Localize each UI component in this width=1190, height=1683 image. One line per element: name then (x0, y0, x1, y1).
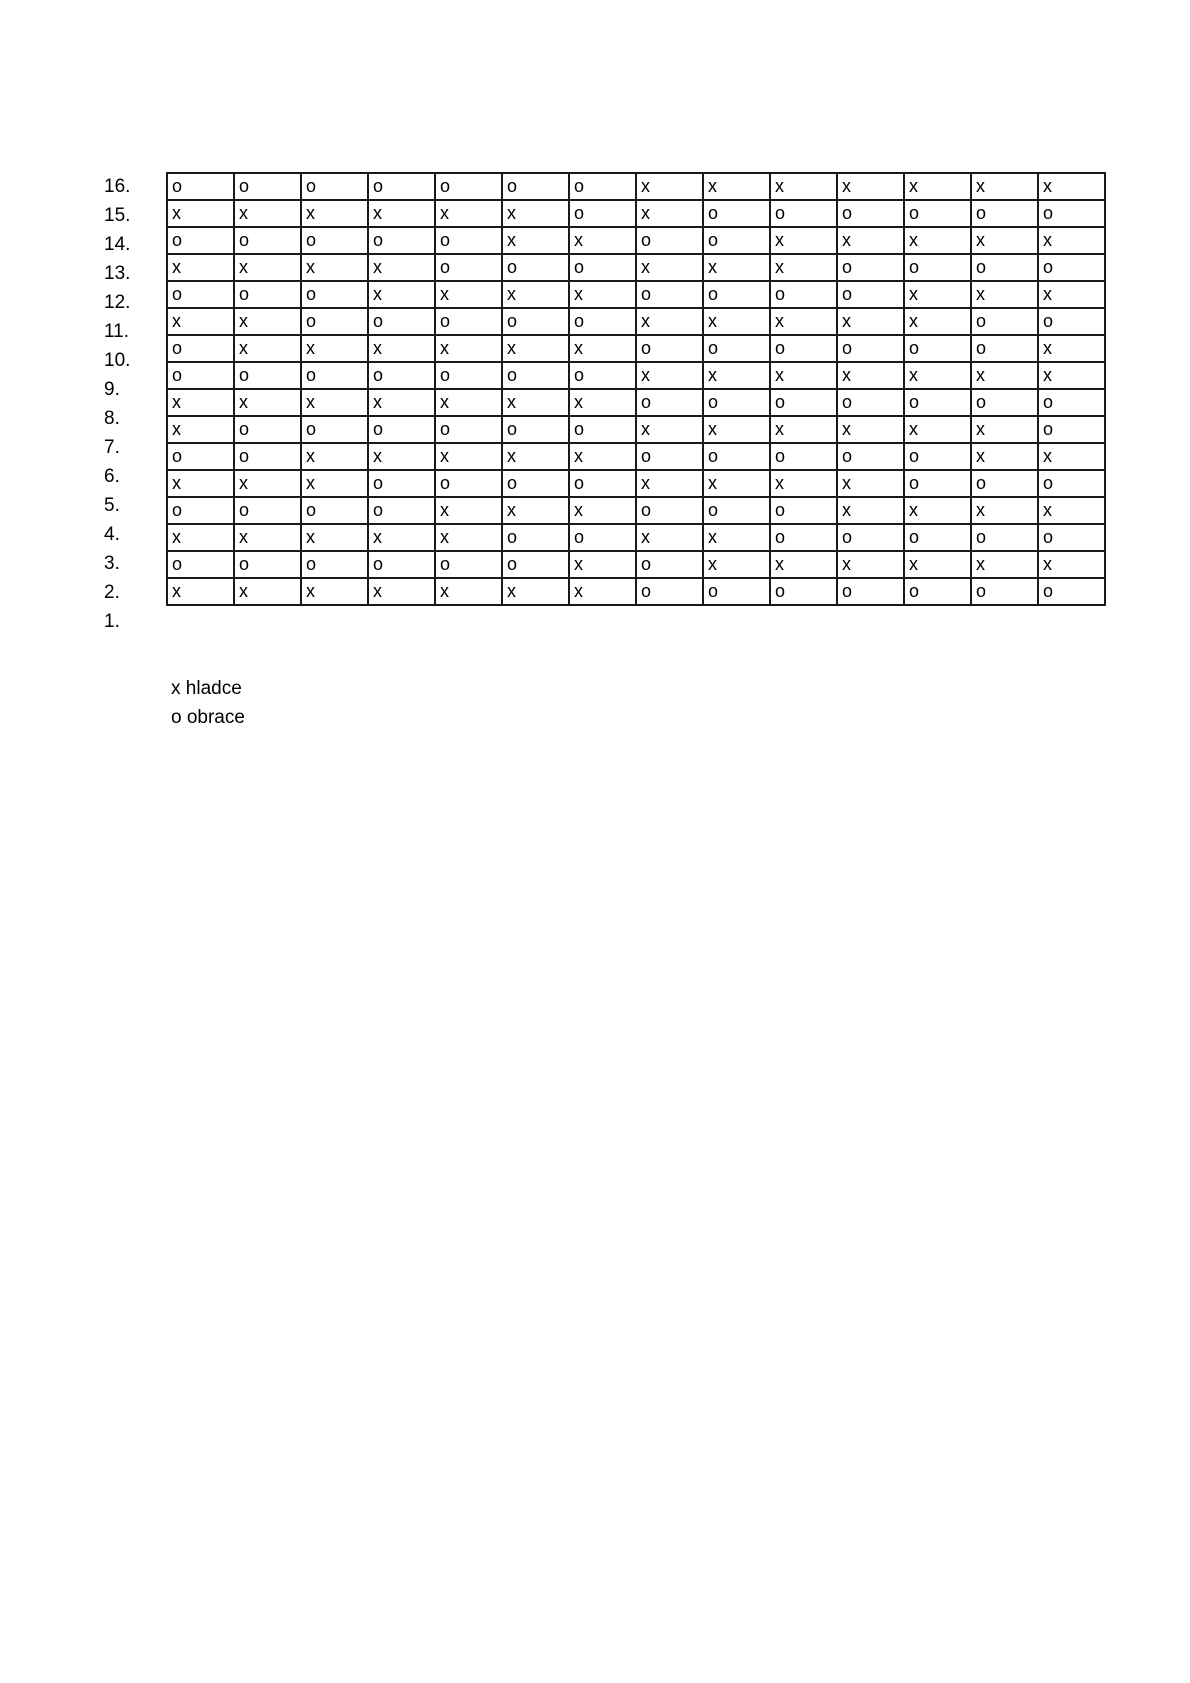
grid-cell: o (301, 227, 368, 254)
grid-cell: o (368, 551, 435, 578)
grid-cell: x (234, 389, 301, 416)
grid-cell: x (636, 470, 703, 497)
grid-cell: x (770, 551, 837, 578)
grid-row (167, 470, 1105, 497)
grid-cell: o (368, 416, 435, 443)
grid-cell: x (971, 443, 1038, 470)
grid-cell: x (703, 173, 770, 200)
grid-cell: o (167, 335, 234, 362)
grid-cell: x (1038, 335, 1105, 362)
grid-cell: o (502, 416, 569, 443)
grid-cell: o (234, 551, 301, 578)
grid-cell: x (301, 443, 368, 470)
grid-row (167, 497, 1105, 524)
grid-cell: o (770, 443, 837, 470)
grid-cell: o (770, 281, 837, 308)
grid-cell: x (368, 578, 435, 605)
grid-cell: o (904, 335, 971, 362)
grid-cell: o (167, 362, 234, 389)
grid-cell: x (167, 308, 234, 335)
grid-cell: o (1038, 308, 1105, 335)
grid-cell: o (502, 362, 569, 389)
grid-cell: o (301, 308, 368, 335)
grid-cell: x (904, 416, 971, 443)
grid-cell: o (636, 443, 703, 470)
grid-cell: o (1038, 389, 1105, 416)
grid-cell: o (167, 551, 234, 578)
grid-row (167, 227, 1105, 254)
grid-cell: x (368, 254, 435, 281)
grid-cell: x (435, 200, 502, 227)
grid-cell: o (770, 200, 837, 227)
grid-cell: x (569, 281, 636, 308)
grid-cell: o (234, 173, 301, 200)
grid-cell: o (703, 497, 770, 524)
grid-cell: o (167, 497, 234, 524)
grid-cell: x (502, 443, 569, 470)
row-label: 14. (104, 234, 131, 255)
grid-cell: x (167, 389, 234, 416)
grid-cell: o (1038, 254, 1105, 281)
grid-cell: o (502, 173, 569, 200)
row-label: 11. (104, 321, 130, 342)
grid-cell: o (234, 497, 301, 524)
grid-cell: o (636, 227, 703, 254)
grid-cell: x (234, 308, 301, 335)
grid-cell: x (167, 416, 234, 443)
grid-cell: x (234, 335, 301, 362)
grid-cell: o (569, 362, 636, 389)
grid-cell: x (636, 524, 703, 551)
grid-cell: x (703, 551, 770, 578)
grid-cell: x (703, 362, 770, 389)
grid-cell: o (636, 389, 703, 416)
grid-cell: x (971, 173, 1038, 200)
grid-row (167, 578, 1105, 605)
grid-cell: x (435, 578, 502, 605)
grid-cell: o (502, 551, 569, 578)
grid-cell: o (301, 281, 368, 308)
grid-cell: x (301, 200, 368, 227)
grid-cell: o (971, 308, 1038, 335)
grid-cell: o (837, 389, 904, 416)
grid-cell: x (703, 308, 770, 335)
grid-cell: o (502, 470, 569, 497)
grid-cell: x (502, 227, 569, 254)
grid-row (167, 308, 1105, 335)
grid-cell: x (1038, 227, 1105, 254)
grid-cell: x (770, 254, 837, 281)
legend-knit: x hladce (171, 678, 242, 699)
grid-cell: o (971, 470, 1038, 497)
grid-cell: o (167, 281, 234, 308)
grid-cell: x (703, 470, 770, 497)
grid-cell: x (703, 416, 770, 443)
grid-cell: x (971, 551, 1038, 578)
grid-cell: o (435, 308, 502, 335)
grid-cell: o (368, 362, 435, 389)
grid-row (167, 254, 1105, 281)
grid-cell: x (1038, 551, 1105, 578)
grid-cell: o (301, 416, 368, 443)
grid-cell: x (636, 173, 703, 200)
grid-row (167, 362, 1105, 389)
grid-cell: o (971, 578, 1038, 605)
grid-cell: x (368, 281, 435, 308)
row-label: 12. (104, 292, 131, 313)
grid-cell: o (703, 281, 770, 308)
grid-cell: o (1038, 524, 1105, 551)
grid-cell: x (904, 308, 971, 335)
grid-cell: x (502, 389, 569, 416)
grid-cell: x (703, 524, 770, 551)
grid-cell: o (368, 470, 435, 497)
grid-cell: x (435, 497, 502, 524)
grid-cell: x (368, 443, 435, 470)
grid-cell: x (971, 497, 1038, 524)
row-label: 5. (104, 495, 120, 516)
grid-cell: o (904, 524, 971, 551)
grid-cell: o (435, 416, 502, 443)
grid-cell: o (703, 443, 770, 470)
row-label: 15. (104, 205, 131, 226)
grid-cell: o (569, 200, 636, 227)
grid-cell: x (569, 443, 636, 470)
grid-row (167, 335, 1105, 362)
grid-cell: o (636, 497, 703, 524)
grid-cell: o (167, 443, 234, 470)
grid-cell: x (1038, 443, 1105, 470)
row-label: 10. (104, 350, 131, 371)
grid-cell: o (435, 470, 502, 497)
grid-cell: x (234, 524, 301, 551)
grid-cell: x (770, 416, 837, 443)
grid-cell: o (234, 362, 301, 389)
grid-cell: o (770, 524, 837, 551)
grid-cell: o (1038, 416, 1105, 443)
grid-cell: x (636, 200, 703, 227)
grid-cell: x (904, 173, 971, 200)
grid-cell: o (971, 200, 1038, 227)
grid-cell: x (1038, 281, 1105, 308)
grid-cell: o (435, 173, 502, 200)
grid-cell: x (368, 389, 435, 416)
grid-cell: x (234, 578, 301, 605)
grid-row (167, 200, 1105, 227)
grid-cell: o (703, 578, 770, 605)
grid-cell: o (837, 254, 904, 281)
grid-cell: x (904, 281, 971, 308)
grid-cell: x (1038, 497, 1105, 524)
grid-cell: x (301, 578, 368, 605)
grid-cell: o (636, 281, 703, 308)
grid-cell: o (971, 335, 1038, 362)
grid-cell: x (435, 443, 502, 470)
grid-cell: o (234, 227, 301, 254)
grid-cell: x (435, 524, 502, 551)
grid-cell: o (502, 308, 569, 335)
grid-cell: o (837, 281, 904, 308)
grid-cell: o (904, 443, 971, 470)
grid-cell: x (904, 497, 971, 524)
grid-cell: x (502, 497, 569, 524)
grid-cell: x (971, 227, 1038, 254)
grid-cell: x (837, 470, 904, 497)
grid-cell: x (502, 281, 569, 308)
grid-cell: x (167, 524, 234, 551)
grid-row (167, 524, 1105, 551)
grid-cell: o (770, 389, 837, 416)
legend-purl: o obrace (171, 707, 245, 728)
grid-cell: x (368, 200, 435, 227)
grid-cell: x (971, 362, 1038, 389)
grid-cell: x (502, 578, 569, 605)
grid-cell: o (837, 443, 904, 470)
grid-cell: o (636, 335, 703, 362)
grid-row (167, 416, 1105, 443)
grid-cell: o (971, 389, 1038, 416)
grid-cell: x (703, 254, 770, 281)
stitch-pattern-grid (166, 172, 1106, 606)
grid-row (167, 443, 1105, 470)
grid-row (167, 173, 1105, 200)
grid-cell: x (837, 497, 904, 524)
grid-cell: o (770, 578, 837, 605)
grid-cell: x (234, 254, 301, 281)
grid-cell: x (636, 362, 703, 389)
grid-cell: x (301, 389, 368, 416)
grid-cell: x (971, 416, 1038, 443)
grid-cell: x (234, 470, 301, 497)
grid-cell: x (435, 335, 502, 362)
grid-row (167, 389, 1105, 416)
grid-cell: x (636, 416, 703, 443)
row-label: 3. (104, 553, 120, 574)
grid-cell: o (368, 308, 435, 335)
grid-cell: o (703, 200, 770, 227)
grid-cell: o (569, 524, 636, 551)
row-label: 6. (104, 466, 120, 487)
grid-cell: o (301, 362, 368, 389)
grid-cell: x (301, 254, 368, 281)
grid-cell: x (569, 578, 636, 605)
grid-cell: o (1038, 200, 1105, 227)
grid-cell: x (837, 308, 904, 335)
grid-cell: x (569, 551, 636, 578)
grid-cell: o (234, 443, 301, 470)
row-labels (104, 172, 164, 636)
grid-cell: o (435, 227, 502, 254)
row-label: 1. (104, 611, 120, 632)
grid-cell: o (770, 335, 837, 362)
grid-cell: o (368, 227, 435, 254)
row-label: 8. (104, 408, 120, 429)
grid-cell: o (435, 551, 502, 578)
grid-cell: x (770, 362, 837, 389)
grid-cell: x (770, 308, 837, 335)
grid-cell: x (167, 254, 234, 281)
grid-cell: o (636, 578, 703, 605)
grid-cell: o (1038, 578, 1105, 605)
grid-cell: x (167, 470, 234, 497)
grid-cell: o (502, 524, 569, 551)
grid-cell: x (167, 578, 234, 605)
grid-cell: o (703, 227, 770, 254)
grid-cell: o (837, 200, 904, 227)
grid-cell: x (435, 389, 502, 416)
grid-cell: o (904, 470, 971, 497)
grid-cell: o (368, 173, 435, 200)
grid-cell: x (1038, 362, 1105, 389)
grid-cell: x (569, 227, 636, 254)
row-label: 16. (104, 176, 131, 197)
grid-cell: o (904, 389, 971, 416)
grid-cell: o (904, 200, 971, 227)
grid-cell: x (971, 281, 1038, 308)
grid-cell: o (301, 173, 368, 200)
grid-row (167, 281, 1105, 308)
grid-cell: x (368, 524, 435, 551)
grid-row (167, 551, 1105, 578)
grid-cell: o (971, 254, 1038, 281)
grid-cell: o (301, 551, 368, 578)
grid-cell: x (837, 416, 904, 443)
grid-cell: o (234, 416, 301, 443)
grid-cell: o (167, 173, 234, 200)
grid-cell: x (770, 173, 837, 200)
row-label: 4. (104, 524, 120, 545)
grid-cell: x (301, 524, 368, 551)
grid-cell: x (837, 362, 904, 389)
row-label: 7. (104, 437, 120, 458)
grid-cell: o (904, 578, 971, 605)
grid-cell: o (703, 335, 770, 362)
grid-cell: x (435, 281, 502, 308)
grid-cell: x (904, 227, 971, 254)
grid-cell: x (569, 335, 636, 362)
grid-cell: x (1038, 173, 1105, 200)
grid-cell: x (837, 227, 904, 254)
grid-cell: o (971, 524, 1038, 551)
grid-cell: o (569, 470, 636, 497)
grid-cell: x (234, 200, 301, 227)
grid-cell: x (502, 200, 569, 227)
grid-cell: x (770, 227, 837, 254)
grid-cell: o (301, 497, 368, 524)
grid-cell: o (837, 524, 904, 551)
grid-cell: x (837, 551, 904, 578)
grid-cell: o (569, 416, 636, 443)
grid-cell: x (837, 173, 904, 200)
grid-cell: x (167, 200, 234, 227)
grid-cell: o (837, 335, 904, 362)
grid-cell: o (569, 173, 636, 200)
grid-cell: o (1038, 470, 1105, 497)
grid-cell: o (234, 281, 301, 308)
grid-cell: x (636, 254, 703, 281)
grid-cell: o (502, 254, 569, 281)
grid-cell: o (837, 578, 904, 605)
row-label: 13. (104, 263, 131, 284)
row-label: 9. (104, 379, 120, 400)
grid-cell: o (703, 389, 770, 416)
grid-cell: o (167, 227, 234, 254)
grid-cell: x (770, 470, 837, 497)
grid-cell: x (502, 335, 569, 362)
grid-cell: o (368, 497, 435, 524)
grid-cell: x (904, 551, 971, 578)
grid-cell: x (904, 362, 971, 389)
row-label: 2. (104, 582, 120, 603)
grid-cell: o (435, 254, 502, 281)
grid-cell: o (569, 308, 636, 335)
grid-cell: o (435, 362, 502, 389)
grid-cell: x (301, 335, 368, 362)
legend (171, 674, 245, 732)
grid-cell: o (770, 497, 837, 524)
grid-cell: o (569, 254, 636, 281)
grid-cell: x (301, 470, 368, 497)
grid-cell: o (904, 254, 971, 281)
grid-cell: o (636, 551, 703, 578)
grid-cell: x (569, 389, 636, 416)
grid-cell: x (636, 308, 703, 335)
grid-cell: x (569, 497, 636, 524)
grid-cell: x (368, 335, 435, 362)
